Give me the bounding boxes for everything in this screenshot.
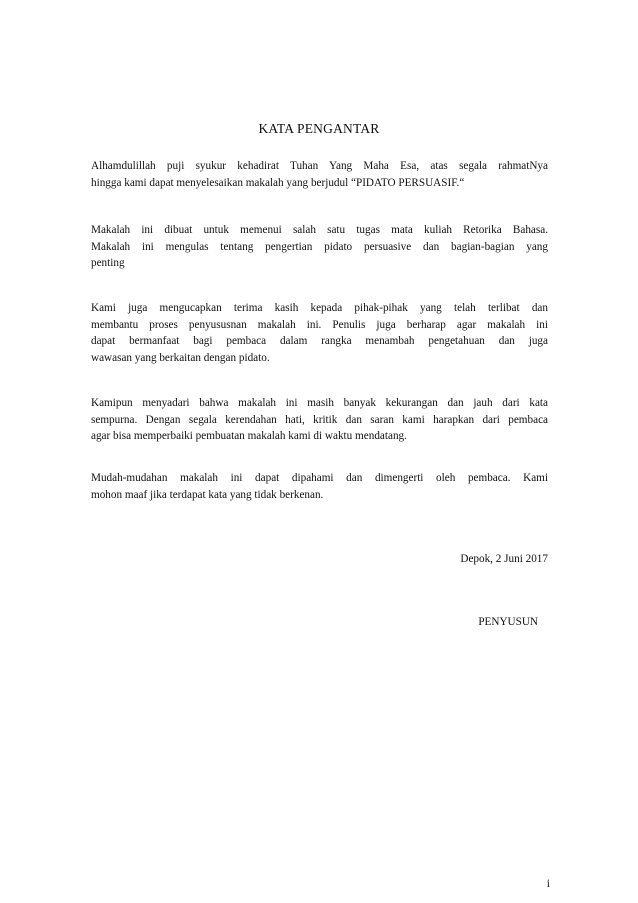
paragraph-line: agar bisa memperbaiki pembuatan makalah kami di waktu mendatang. <box>91 430 407 442</box>
paragraph-shortcomings <box>91 395 548 445</box>
page-number: i <box>546 878 550 890</box>
paragraph-line: Kamipun menyadari bahwa makalah ini masih banyak kekurangan dan jauh dari kata <box>91 397 548 409</box>
paragraph-line: Makalah ini mengulas tentang pengertian pidato persuasive dan bagian-bagian yang <box>91 240 548 253</box>
paragraph-line: mohon maaf jika terdapat kata yang tidak berkenan. <box>91 488 324 501</box>
paragraph-line: membantu proses penyususnan makalah ini. Penulis juga berharap agar makalah ini <box>91 318 548 331</box>
signer-label: PENYUSUN <box>478 616 538 628</box>
paragraph-line: Kami juga mengucapkan terima kasih kepada pihak-pihak yang telah terlibat dan <box>91 302 548 314</box>
paragraph-line: Mudah-mudahan makalah ini dapat dipahami dan dimengerti oleh pembaca. Kami <box>91 472 548 484</box>
paragraph-line: dapat bermanfaat bagi pembaca dalam rangka menambah pengetahuan dan juga <box>91 335 548 347</box>
document-title: KATA PENGANTAR <box>258 121 380 136</box>
paragraph-line: penting <box>91 257 125 269</box>
paragraph-thanks <box>91 300 548 366</box>
paragraph-opening <box>91 158 548 191</box>
paragraph-line: Alhamdulillah puji syukur kehadirat Tuhan Yang Maha Esa, atas segala rahmatNya <box>91 160 548 172</box>
paragraph-purpose <box>91 222 548 272</box>
paragraph-line: sempurna. Dengan segala kerendahan hati, kritik dan saran kami harapkan dari pembaca <box>91 413 548 426</box>
paragraph-line: wawasan yang berkaitan dengan pidato. <box>91 351 270 364</box>
paragraph-closing <box>91 470 548 503</box>
paragraph-line: Makalah ini dibuat untuk memenui salah satu tugas mata kuliah Retorika Bahasa. <box>91 224 548 236</box>
paragraph-line: hingga kami dapat menyelesaikan makalah yang berjudul “PIDATO PERSUASIF.“ <box>91 176 465 189</box>
place-and-date: Depok, 2 Juni 2017 <box>460 553 548 565</box>
